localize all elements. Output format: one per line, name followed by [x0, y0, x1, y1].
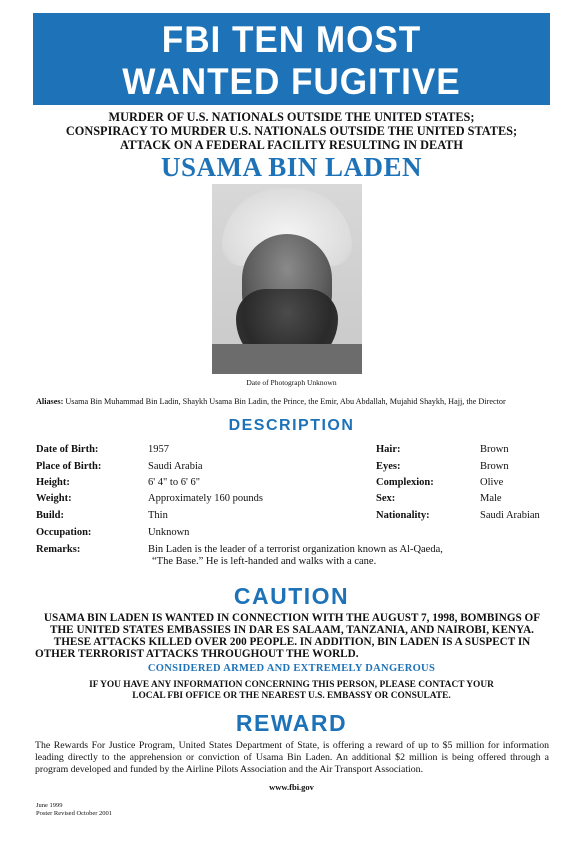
pob-value: Saudi Arabia: [148, 461, 203, 472]
aliases-text: Usama Bin Muhammad Bin Ladin, Shaykh Usama Bin Ladin, the Prince, the Emir, Abu Abdallah, Mujahid Shaykh, Hajj, the Director: [65, 397, 506, 406]
caution-title: CAUTION: [233, 583, 350, 609]
reward-title: REWARD: [235, 710, 348, 736]
remarks-line: Bin Laden is the leader of a terrorist organization known as Al-Qaeda,: [148, 544, 443, 555]
caution-line: THESE ATTACKS KILLED OVER 200 PEOPLE. IN ADDITION, BIN LADEN IS A SUSPECT IN: [53, 636, 531, 648]
revision-date: Poster Revised October 2001: [36, 810, 113, 817]
eyes-label: Eyes:: [376, 461, 401, 472]
photo-body-shape: [212, 344, 362, 374]
weight-value: Approximately 160 pounds: [148, 493, 263, 504]
caution-line: THE UNITED STATES EMBASSIES IN DAR ES SALAAM, TANZANIA, AND NAIROBI, KENYA.: [50, 624, 534, 636]
sex-value: Male: [480, 493, 502, 504]
charge-line: CONSPIRACY TO MURDER U.S. NATIONALS OUTSIDE THE UNITED STATES;: [65, 124, 518, 138]
website-link[interactable]: www.fbi.gov: [269, 782, 314, 792]
contact-instructions: [40, 680, 543, 702]
banner-title-line1: FBI TEN MOST: [161, 19, 422, 60]
complexion-label: Complexion:: [376, 477, 434, 488]
caution-line: USAMA BIN LADEN IS WANTED IN CONNECTION WITH THE AUGUST 7, 1998, BOMBINGS OF: [43, 612, 541, 624]
nationality-value: Saudi Arabian: [480, 510, 540, 521]
height-label: Height:: [36, 477, 70, 488]
contact-line: LOCAL FBI OFFICE OR THE NEAREST U.S. EMBASSY OR CONSULATE.: [132, 691, 451, 701]
height-value: 6' 4" to 6' 6": [148, 477, 201, 488]
charge-line: ATTACK ON A FEDERAL FACILITY RESULTING IN DEATH: [120, 138, 463, 152]
eyes-value: Brown: [480, 461, 509, 472]
armed-dangerous-warning: CONSIDERED ARMED AND EXTREMELY DANGEROUS: [147, 663, 436, 674]
weight-label: Weight:: [36, 493, 72, 504]
banner-title-line2: WANTED FUGITIVE: [122, 61, 461, 102]
contact-line: IF YOU HAVE ANY INFORMATION CONCERNING THIS PERSON, PLEASE CONTACT YOUR: [89, 680, 494, 690]
fugitive-photo: [212, 184, 362, 374]
dob-label: Date of Birth:: [36, 444, 99, 455]
aliases-block: [36, 397, 548, 407]
build-label: Build:: [36, 510, 65, 521]
description-title: DESCRIPTION: [228, 417, 355, 434]
build-value: Thin: [148, 510, 168, 521]
occupation-label: Occupation:: [36, 527, 92, 538]
remarks-line: “The Base.” He is left-handed and walks with a cane.: [152, 556, 377, 567]
nationality-label: Nationality:: [376, 510, 430, 521]
photo-caption: Date of Photograph Unknown: [246, 378, 337, 387]
charge-line: MURDER OF U.S. NATIONALS OUTSIDE THE UNITED STATES;: [108, 110, 475, 124]
issue-date: June 1999: [36, 802, 63, 809]
caution-line: OTHER TERRORIST ATTACKS THROUGHOUT THE WORLD.: [35, 648, 359, 660]
hair-value: Brown: [480, 444, 509, 455]
hair-label: Hair:: [376, 444, 401, 455]
reward-text: The Rewards For Justice Program, United States Department of State, is offering a reward of up to $5 million for information leading directly to the apprehension or conviction of Usama Bin Laden. An additional $2 million is being offered through a program developed and funded by the Airline Pilots Association and the Air Transport Association.: [35, 740, 549, 775]
pob-label: Place of Birth:: [36, 461, 102, 472]
fugitive-name: USAMA BIN LADEN: [160, 152, 423, 182]
remarks-label: Remarks:: [36, 544, 81, 555]
aliases-label: Aliases:: [36, 397, 64, 406]
complexion-value: Olive: [480, 477, 504, 488]
caution-text: [35, 612, 549, 660]
poster-banner: [33, 13, 550, 105]
charges-block: [20, 110, 563, 152]
dob-value: 1957: [148, 444, 169, 455]
remarks-value: [148, 544, 478, 568]
sex-label: Sex:: [376, 493, 396, 504]
occupation-value: Unknown: [148, 527, 190, 538]
poster-dates: [36, 802, 112, 818]
